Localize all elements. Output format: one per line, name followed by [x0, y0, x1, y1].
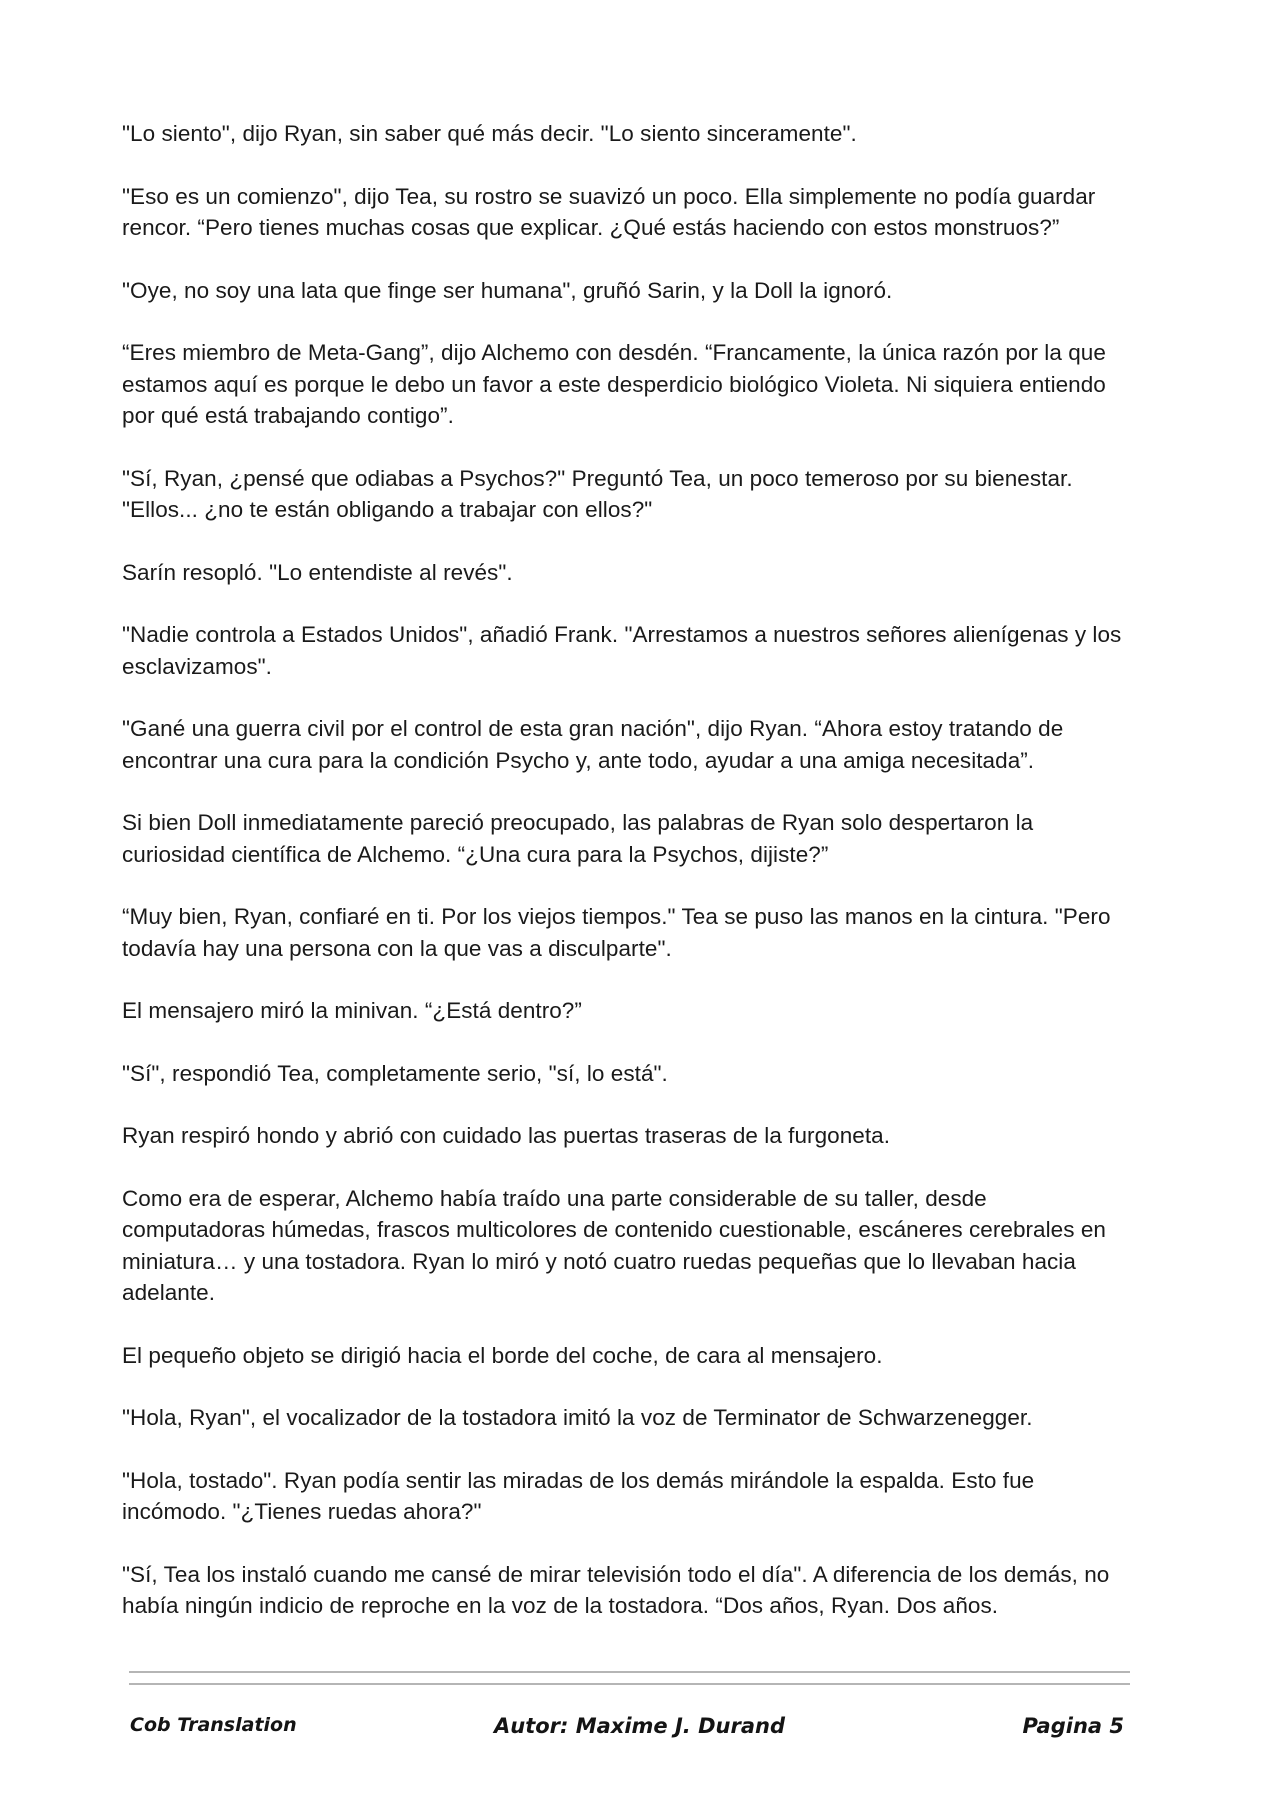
footer-divider-bottom	[129, 1683, 1130, 1685]
paragraph: Si bien Doll inmediatamente pareció preocupado, las palabras de Ryan solo despertaron la curiosidad científica de Alchemo. “¿Una cura para la Psychos, dijiste?”	[122, 810, 1034, 867]
paragraph: "Gané una guerra civil por el control de esta gran nación", dijo Ryan. “Ahora estoy tratando de encontrar una cura para la condición Psycho y, ante todo, ayudar a una amiga necesitada”.	[122, 716, 1064, 773]
paragraph: El pequeño objeto se dirigió hacia el borde del coche, de cara al mensajero.	[122, 1342, 883, 1368]
paragraph: "Eso es un comienzo", dijo Tea, su rostro se suavizó un poco. Ella simplemente no podía guardar rencor. “Pero tienes muchas cosas que explicar. ¿Qué estás haciendo con estos monstruos?”	[122, 183, 1096, 240]
paragraph: "Sí, Tea los instaló cuando me cansé de mirar televisión todo el día". A diferencia de los demás, no había ningún indicio de reproche en la voz de la tostadora. “Dos años, Ryan. Dos años.	[122, 1561, 1110, 1618]
paragraph: Como era de esperar, Alchemo había traído una parte considerable de su taller, desde computadoras húmedas, frascos multicolores de contenido cuestionable, escáneres cerebrales en miniatura… y una tostadora. Ryan lo miró y notó cuatro ruedas pequeñas que lo llevaban hacia adelante.	[122, 1185, 1106, 1305]
page-footer	[0, 1714, 1280, 1744]
paragraph: "Nadie controla a Estados Unidos", añadió Frank. "Arrestamos a nuestros señores alienígenas y los esclavizamos".	[122, 622, 1122, 679]
paragraph: “Muy bien, Ryan, confiaré en ti. Por los viejos tiempos." Tea se puso las manos en la cintura. "Pero todavía hay una persona con la que vas a disculparte".	[122, 904, 1111, 961]
footer-translator: Cob Translation	[130, 1714, 297, 1736]
body-text	[122, 118, 1132, 1653]
footer-author: Autor: Maxime J. Durand	[494, 1714, 785, 1738]
paragraph: “Eres miembro de Meta-Gang”, dijo Alchemo con desdén. “Francamente, la única razón por la que estamos aquí es porque le debo un favor a este desperdicio biológico Violeta. Ni siquiera entiendo por qué está trabajando contigo”.	[122, 340, 1106, 428]
paragraph: El mensajero miró la minivan. “¿Está dentro?”	[122, 998, 582, 1023]
footer-page-number: Pagina 5	[1022, 1714, 1124, 1738]
paragraph: "Sí", respondió Tea, completamente serio, "sí, lo está".	[122, 1060, 668, 1086]
paragraph: "Lo siento", dijo Ryan, sin saber qué más decir. "Lo siento sinceramente".	[122, 121, 857, 146]
paragraph: "Sí, Ryan, ¿pensé que odiabas a Psychos?" Preguntó Tea, un poco temeroso por su bienestar. "Ellos... ¿no te están obligando a trabajar con ellos?"	[122, 465, 1073, 522]
paragraph: Ryan respiró hondo y abrió con cuidado las puertas traseras de la furgoneta.	[122, 1123, 891, 1148]
paragraph: "Oye, no soy una lata que finge ser humana", gruñó Sarin, y la Doll la ignoró.	[122, 277, 893, 303]
paragraph: Sarín resopló. "Lo entendiste al revés".	[122, 559, 513, 585]
paragraph: "Hola, tostado". Ryan podía sentir las miradas de los demás mirándole la espalda. Esto fue incómodo. "¿Tienes ruedas ahora?"	[122, 1467, 1035, 1524]
footer-divider-top	[129, 1671, 1130, 1673]
paragraph: "Hola, Ryan", el vocalizador de la tostadora imitó la voz de Terminator de Schwarzenegger.	[122, 1405, 1033, 1430]
